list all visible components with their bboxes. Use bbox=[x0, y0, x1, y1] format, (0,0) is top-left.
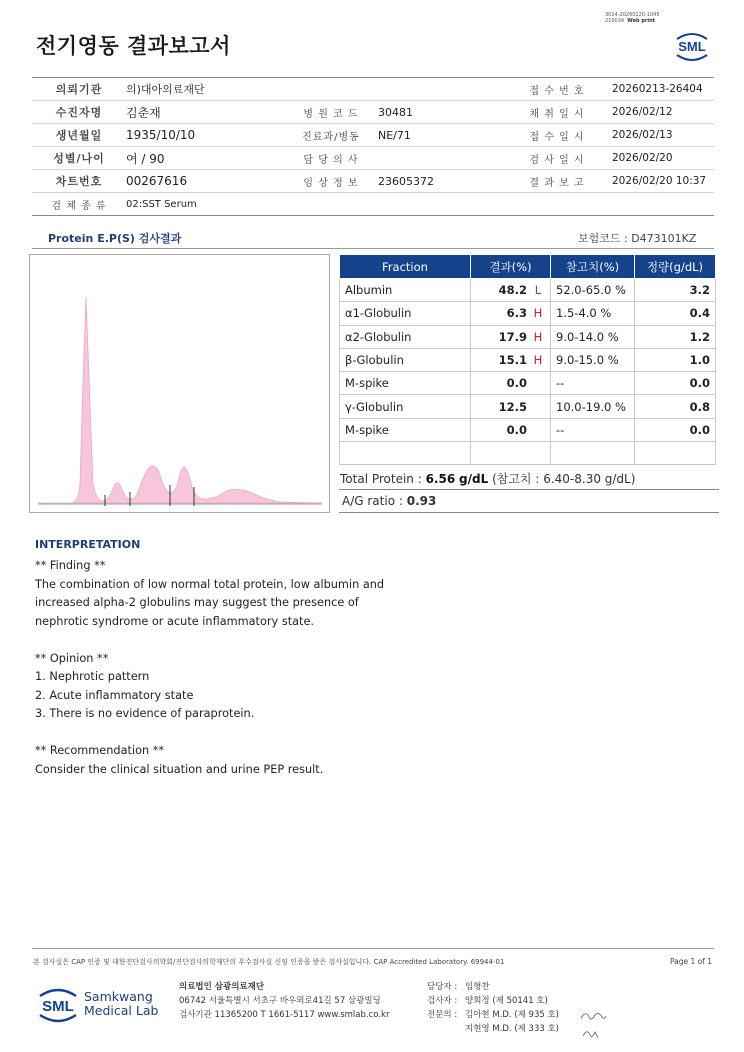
accreditation-note: 본 검사실은 CAP 인증 및 대한진단검사의학회/진단검사의학재단의 우수검사실 신임 인증을 받은 검사실입니다. CAP Accredited Laboratory. 69944-01 bbox=[33, 958, 505, 966]
staff-row bbox=[427, 1008, 559, 1022]
staff-role: 담당자 : bbox=[427, 982, 458, 992]
info-label: 접 수 번 호 bbox=[529, 85, 585, 97]
quantity-value: 3.2 bbox=[635, 279, 716, 302]
result-cell bbox=[471, 372, 551, 395]
info-value: 여 / 90 bbox=[126, 151, 165, 166]
interpretation-line: 2. Acute inflammatory state bbox=[35, 688, 194, 702]
staff-list bbox=[427, 980, 559, 1036]
reference-range: 9.0-15.0 % bbox=[551, 348, 635, 371]
staff-row bbox=[427, 980, 559, 994]
result-value: 0.0 bbox=[506, 376, 527, 391]
interpretation-line: nephrotic syndrome or acute inflammatory state. bbox=[35, 614, 315, 628]
quantity-value: 1.2 bbox=[635, 325, 716, 348]
patient-info-grid bbox=[32, 77, 714, 216]
info-label: 의뢰기관 bbox=[55, 83, 103, 96]
reference-range: -- bbox=[551, 418, 635, 441]
electrophoresis-graph bbox=[29, 254, 330, 513]
info-label: 담 당 의 사 bbox=[303, 154, 359, 166]
ag-ratio-value: 0.93 bbox=[406, 494, 437, 508]
info-value: 의)대아의료재단 bbox=[126, 83, 205, 96]
info-value: 2026/02/12 bbox=[612, 106, 673, 118]
divider bbox=[339, 512, 719, 513]
info-value: NE/71 bbox=[378, 128, 411, 142]
fraction-name: M-spike bbox=[340, 418, 471, 441]
quantity-value: 0.0 bbox=[635, 418, 716, 441]
footer-sml-logo bbox=[35, 985, 81, 1025]
interpretation-line: Consider the clinical situation and urine PEP result. bbox=[35, 762, 324, 776]
sml-logo-text: SML bbox=[678, 39, 706, 54]
fraction-name: M-spike bbox=[340, 372, 471, 395]
page-number: Page 1 of 1 bbox=[670, 957, 713, 966]
total-protein-unit: g/dL bbox=[459, 472, 489, 486]
info-label: 생년월일 bbox=[55, 129, 103, 142]
results-table bbox=[339, 254, 716, 465]
signature-image bbox=[578, 1008, 608, 1042]
staff-name: 김아현 M.D. (제 935 호) bbox=[465, 1010, 560, 1020]
interpretation-line: ** Opinion ** bbox=[35, 651, 109, 665]
reference-range: -- bbox=[551, 372, 635, 395]
info-row bbox=[32, 101, 714, 124]
info-label: 수진자명 bbox=[55, 106, 103, 119]
info-value: 1935/10/10 bbox=[126, 128, 196, 142]
quantity-value: 0.4 bbox=[635, 302, 716, 325]
result-cell bbox=[471, 418, 551, 441]
interpretation-line: ** Recommendation ** bbox=[35, 744, 165, 757]
interpretation-title: INTERPRETATION bbox=[35, 538, 141, 551]
table-row bbox=[340, 325, 716, 348]
doc-code bbox=[605, 12, 685, 24]
info-row bbox=[32, 147, 714, 170]
staff-name: 양희정 (제 50141 호) bbox=[465, 996, 548, 1006]
staff-role: 검사자 : bbox=[427, 996, 458, 1006]
section-divider bbox=[32, 248, 714, 249]
table-row bbox=[340, 348, 716, 371]
result-cell bbox=[471, 302, 551, 325]
fraction-name bbox=[340, 442, 471, 465]
interpretation-line: ** Finding ** bbox=[35, 559, 106, 572]
quantity-value: 0.0 bbox=[635, 372, 716, 395]
insurance-code: 보험코드 : D473101KZ bbox=[578, 232, 697, 245]
total-protein-ref: (참고치 : 6.40-8.30 g/dL) bbox=[492, 472, 636, 486]
table-row bbox=[340, 442, 716, 465]
info-label: 임 상 정 보 bbox=[303, 177, 359, 189]
footer-divider bbox=[32, 948, 714, 949]
institution-info bbox=[179, 980, 389, 1022]
staff-name: 지현영 M.D. (제 333 호) bbox=[465, 1024, 560, 1034]
report-title: 전기영동 결과보고서 bbox=[36, 34, 231, 58]
result-cell bbox=[471, 348, 551, 371]
result-value: 0.0 bbox=[506, 422, 527, 437]
fraction-name: α2-Globulin bbox=[340, 325, 471, 348]
result-flag: H bbox=[533, 329, 543, 344]
table-row bbox=[340, 418, 716, 441]
fraction-name: β-Globulin bbox=[340, 348, 471, 371]
total-protein-value: 6.56 bbox=[425, 472, 456, 486]
reference-range: 9.0-14.0 % bbox=[551, 325, 635, 348]
info-value: 30481 bbox=[378, 105, 413, 119]
table-row bbox=[340, 395, 716, 418]
staff-row bbox=[427, 994, 559, 1008]
info-row bbox=[32, 170, 714, 193]
web-print-tag: Web print bbox=[627, 18, 656, 24]
reference-range: 52.0-65.0 % bbox=[551, 279, 635, 302]
info-value: 20260213-26404 bbox=[612, 83, 703, 95]
result-cell bbox=[471, 279, 551, 302]
reference-range bbox=[551, 442, 635, 465]
reference-range: 1.5-4.0 % bbox=[551, 302, 635, 325]
ag-ratio-label: A/G ratio : bbox=[342, 494, 407, 508]
interpretation-line: increased alpha-2 globulins may suggest the presence of bbox=[35, 596, 359, 609]
institution-name: 의료법인 삼광의료재단 bbox=[179, 982, 265, 992]
info-row bbox=[32, 193, 714, 216]
quantity-value: 0.8 bbox=[635, 395, 716, 418]
result-cell bbox=[471, 395, 551, 418]
col-header-quantity: 정량(g/dL) bbox=[635, 255, 716, 279]
result-flag: H bbox=[533, 353, 543, 368]
lab-name-line1: Samkwang bbox=[84, 989, 153, 1004]
footer-logo-text: SML bbox=[42, 998, 74, 1015]
info-value: 00267616 bbox=[126, 174, 188, 188]
result-flag: H bbox=[533, 306, 543, 321]
col-header-fraction: Fraction bbox=[340, 255, 471, 279]
doc-code-line1: 3014-20260220-1045 bbox=[605, 12, 660, 18]
staff-role bbox=[427, 1022, 465, 1036]
info-label: 성별/나이 bbox=[53, 152, 105, 165]
electrophoresis-curve bbox=[38, 297, 322, 503]
staff-row bbox=[427, 1022, 559, 1036]
reference-range: 10.0-19.0 % bbox=[551, 395, 635, 418]
lab-name bbox=[84, 990, 158, 1018]
info-value: 02:SST Serum bbox=[126, 198, 197, 210]
info-value: 2026/02/20 10:37 bbox=[612, 175, 707, 187]
total-protein-label: Total Protein : bbox=[340, 472, 426, 486]
interpretation-line: 3. There is no evidence of paraprotein. bbox=[35, 707, 255, 720]
info-label: 병 원 코 드 bbox=[303, 108, 359, 120]
electrophoresis-curve-svg bbox=[30, 255, 329, 512]
info-value: 2026/02/13 bbox=[612, 129, 673, 141]
sml-logo bbox=[671, 30, 713, 62]
quantity-value: 1.0 bbox=[635, 348, 716, 371]
interpretation-line: The combination of low normal total protein, low albumin and bbox=[35, 577, 385, 591]
doc-code-line2: 210034 bbox=[605, 18, 625, 24]
result-cell bbox=[471, 442, 551, 465]
info-value: 2026/02/20 bbox=[612, 152, 673, 164]
institution-contact: 검사기관 11365200 T 1661-5117 www.smlab.co.kr bbox=[179, 1010, 390, 1020]
info-value: 23605372 bbox=[378, 174, 434, 188]
fraction-name: α1-Globulin bbox=[340, 302, 471, 325]
info-label: 차트번호 bbox=[55, 175, 103, 188]
section-title: Protein E.P(S) 검사결과 bbox=[48, 232, 182, 245]
interpretation-line bbox=[35, 724, 455, 743]
result-value: 15.1 bbox=[498, 353, 527, 368]
info-label: 검 사 일 시 bbox=[529, 154, 585, 166]
result-value: 48.2 bbox=[498, 283, 527, 298]
info-label: 결 과 보 고 bbox=[529, 177, 585, 189]
col-header-reference: 참고치(%) bbox=[551, 255, 635, 279]
quantity-value bbox=[635, 442, 716, 465]
table-row bbox=[340, 372, 716, 395]
result-value: 12.5 bbox=[498, 399, 527, 414]
interpretation-body bbox=[35, 557, 455, 779]
result-value: 17.9 bbox=[498, 329, 527, 344]
ag-ratio bbox=[342, 494, 436, 508]
fraction-name: γ-Globulin bbox=[340, 395, 471, 418]
interpretation-line: 1. Nephrotic pattern bbox=[35, 670, 150, 683]
institution-address: 06742 서울특별시 서초구 바우뫼로41길 57 삼광빌딩 bbox=[179, 996, 381, 1006]
result-value: 6.3 bbox=[506, 306, 527, 321]
info-value: 김춘재 bbox=[126, 105, 161, 120]
staff-name: 임형찬 bbox=[465, 982, 490, 992]
result-flag: L bbox=[534, 283, 542, 298]
info-label: 검 체 종 류 bbox=[51, 200, 107, 212]
divider bbox=[339, 489, 719, 490]
info-label: 채 취 일 시 bbox=[529, 108, 585, 120]
table-row bbox=[340, 279, 716, 302]
table-row bbox=[340, 302, 716, 325]
interpretation-line bbox=[35, 631, 455, 650]
info-row bbox=[32, 124, 714, 147]
staff-role: 전문의 : bbox=[427, 1010, 458, 1020]
info-label: 접 수 일 시 bbox=[529, 131, 585, 143]
result-cell bbox=[471, 325, 551, 348]
lab-name-line2: Medical Lab bbox=[84, 1003, 159, 1018]
col-header-result: 결과(%) bbox=[471, 255, 551, 279]
fraction-name: Albumin bbox=[340, 279, 471, 302]
total-protein bbox=[340, 470, 635, 487]
info-label: 진료과/병동 bbox=[302, 131, 360, 143]
info-row bbox=[32, 78, 714, 101]
